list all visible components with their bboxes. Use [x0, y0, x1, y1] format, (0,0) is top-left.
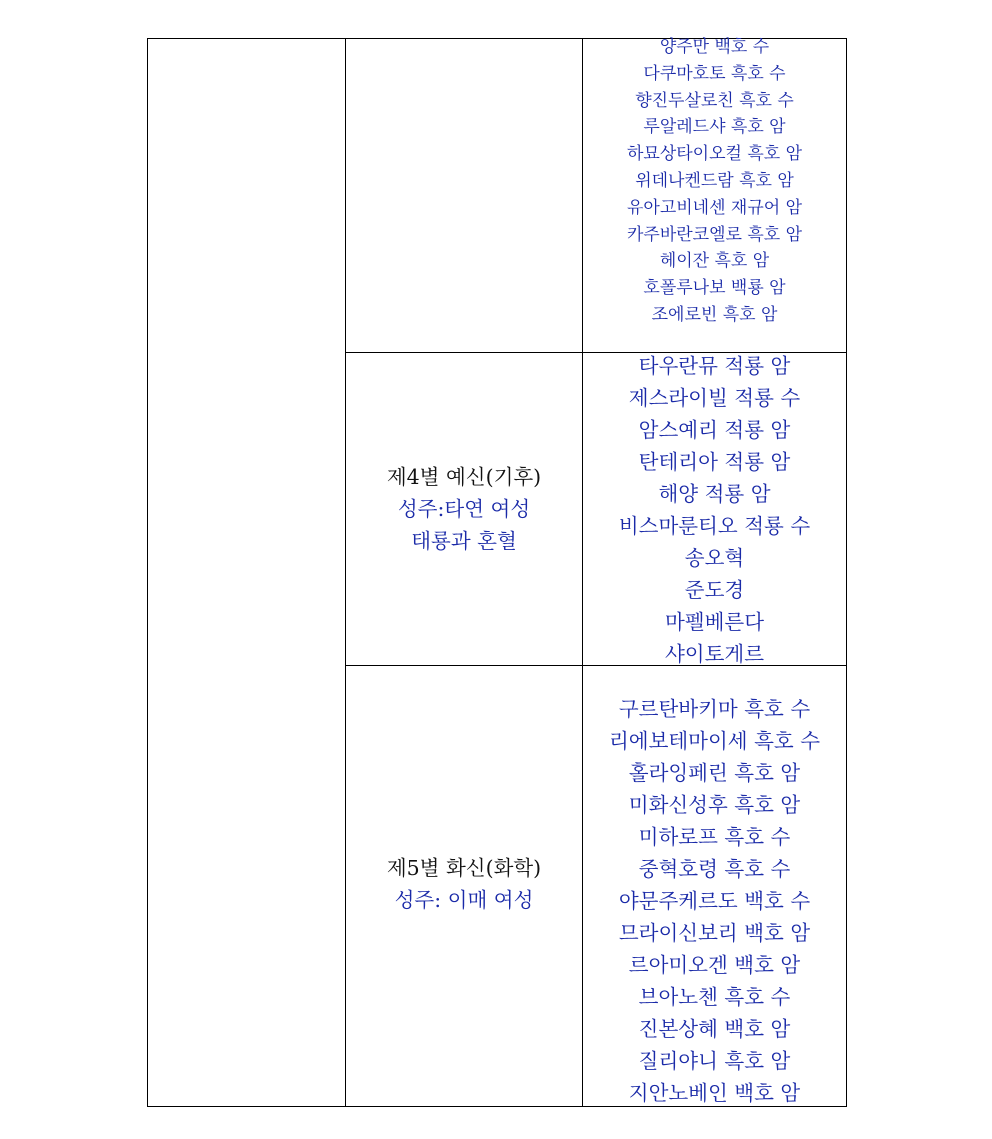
list-item: 루알레드샤 흑호 암 — [643, 117, 786, 138]
list-item: 중혁호령 흑호 수 — [638, 857, 791, 881]
section-3-name-list — [583, 693, 846, 1109]
list-item: 비스마룬티오 적룡 수 — [618, 514, 811, 538]
table-border-right — [846, 38, 847, 1107]
star-note: 태룡과 혼혈 — [411, 529, 517, 553]
list-item: 마펠베른다 — [664, 610, 764, 634]
list-item: 암스예리 적룡 암 — [638, 418, 791, 442]
list-item: 진본상혜 백호 암 — [638, 1017, 791, 1041]
list-item: 다쿠마호토 흑호 수 — [643, 63, 786, 84]
star-ruler: 성주: 이매 여성 — [394, 888, 534, 912]
list-item: 홀라잉페린 흑호 암 — [628, 761, 801, 785]
star-ruler: 성주:타연 여성 — [397, 497, 531, 521]
list-item: 조에로빈 흑호 암 — [651, 304, 778, 325]
list-item: 호폴루나보 백룡 암 — [643, 278, 786, 299]
list-item: 준도경 — [684, 578, 745, 602]
star-title: 제5별 화신(화학) — [386, 856, 542, 880]
list-item: 제스라이빌 적룡 수 — [628, 386, 801, 410]
empty-left-cell — [148, 39, 345, 1106]
list-item: 탄테리아 적룡 암 — [638, 450, 791, 474]
list-item: 송오혁 — [684, 546, 745, 570]
list-item: 리에보테마이세 흑호 수 — [608, 729, 821, 753]
list-item: 브아노첸 흑호 수 — [638, 985, 791, 1009]
list-item: 유아고비네센 재규어 암 — [626, 197, 803, 218]
list-item: 므라이신보리 백호 암 — [618, 921, 811, 945]
list-item: 미하로프 흑호 수 — [638, 825, 791, 849]
list-item: 르아미오겐 백호 암 — [628, 953, 801, 977]
list-item: 구르탄바키마 흑호 수 — [618, 697, 811, 721]
list-item: 해양 적룡 암 — [658, 482, 771, 506]
list-item: 샤이토게르 — [664, 642, 764, 666]
list-item: 카주바란코엘로 흑호 암 — [626, 224, 803, 245]
list-item: 양주만 백호 수 — [659, 37, 770, 57]
list-item: 야문주케르도 백호 수 — [618, 889, 811, 913]
section-1-name-list — [583, 34, 846, 329]
list-item: 헤이잔 흑호 암 — [659, 251, 770, 272]
list-item: 타우란뮤 적룡 암 — [638, 354, 791, 378]
section-3-heading — [346, 852, 582, 916]
list-item: 위데나켄드람 흑호 암 — [635, 170, 794, 191]
section-2-heading — [346, 461, 582, 557]
star-title: 제4별 예신(기후) — [386, 465, 542, 489]
list-item: 향진두살로친 흑호 수 — [635, 90, 794, 111]
list-item: 미화신성후 흑호 암 — [628, 793, 801, 817]
table-border-col1 — [345, 38, 346, 1107]
section-2-name-list — [583, 350, 846, 670]
list-item: 질리야니 흑호 암 — [638, 1049, 791, 1073]
list-item: 지안노베인 백호 암 — [628, 1081, 801, 1105]
list-item: 하묘상타이오컬 흑호 암 — [626, 144, 803, 165]
